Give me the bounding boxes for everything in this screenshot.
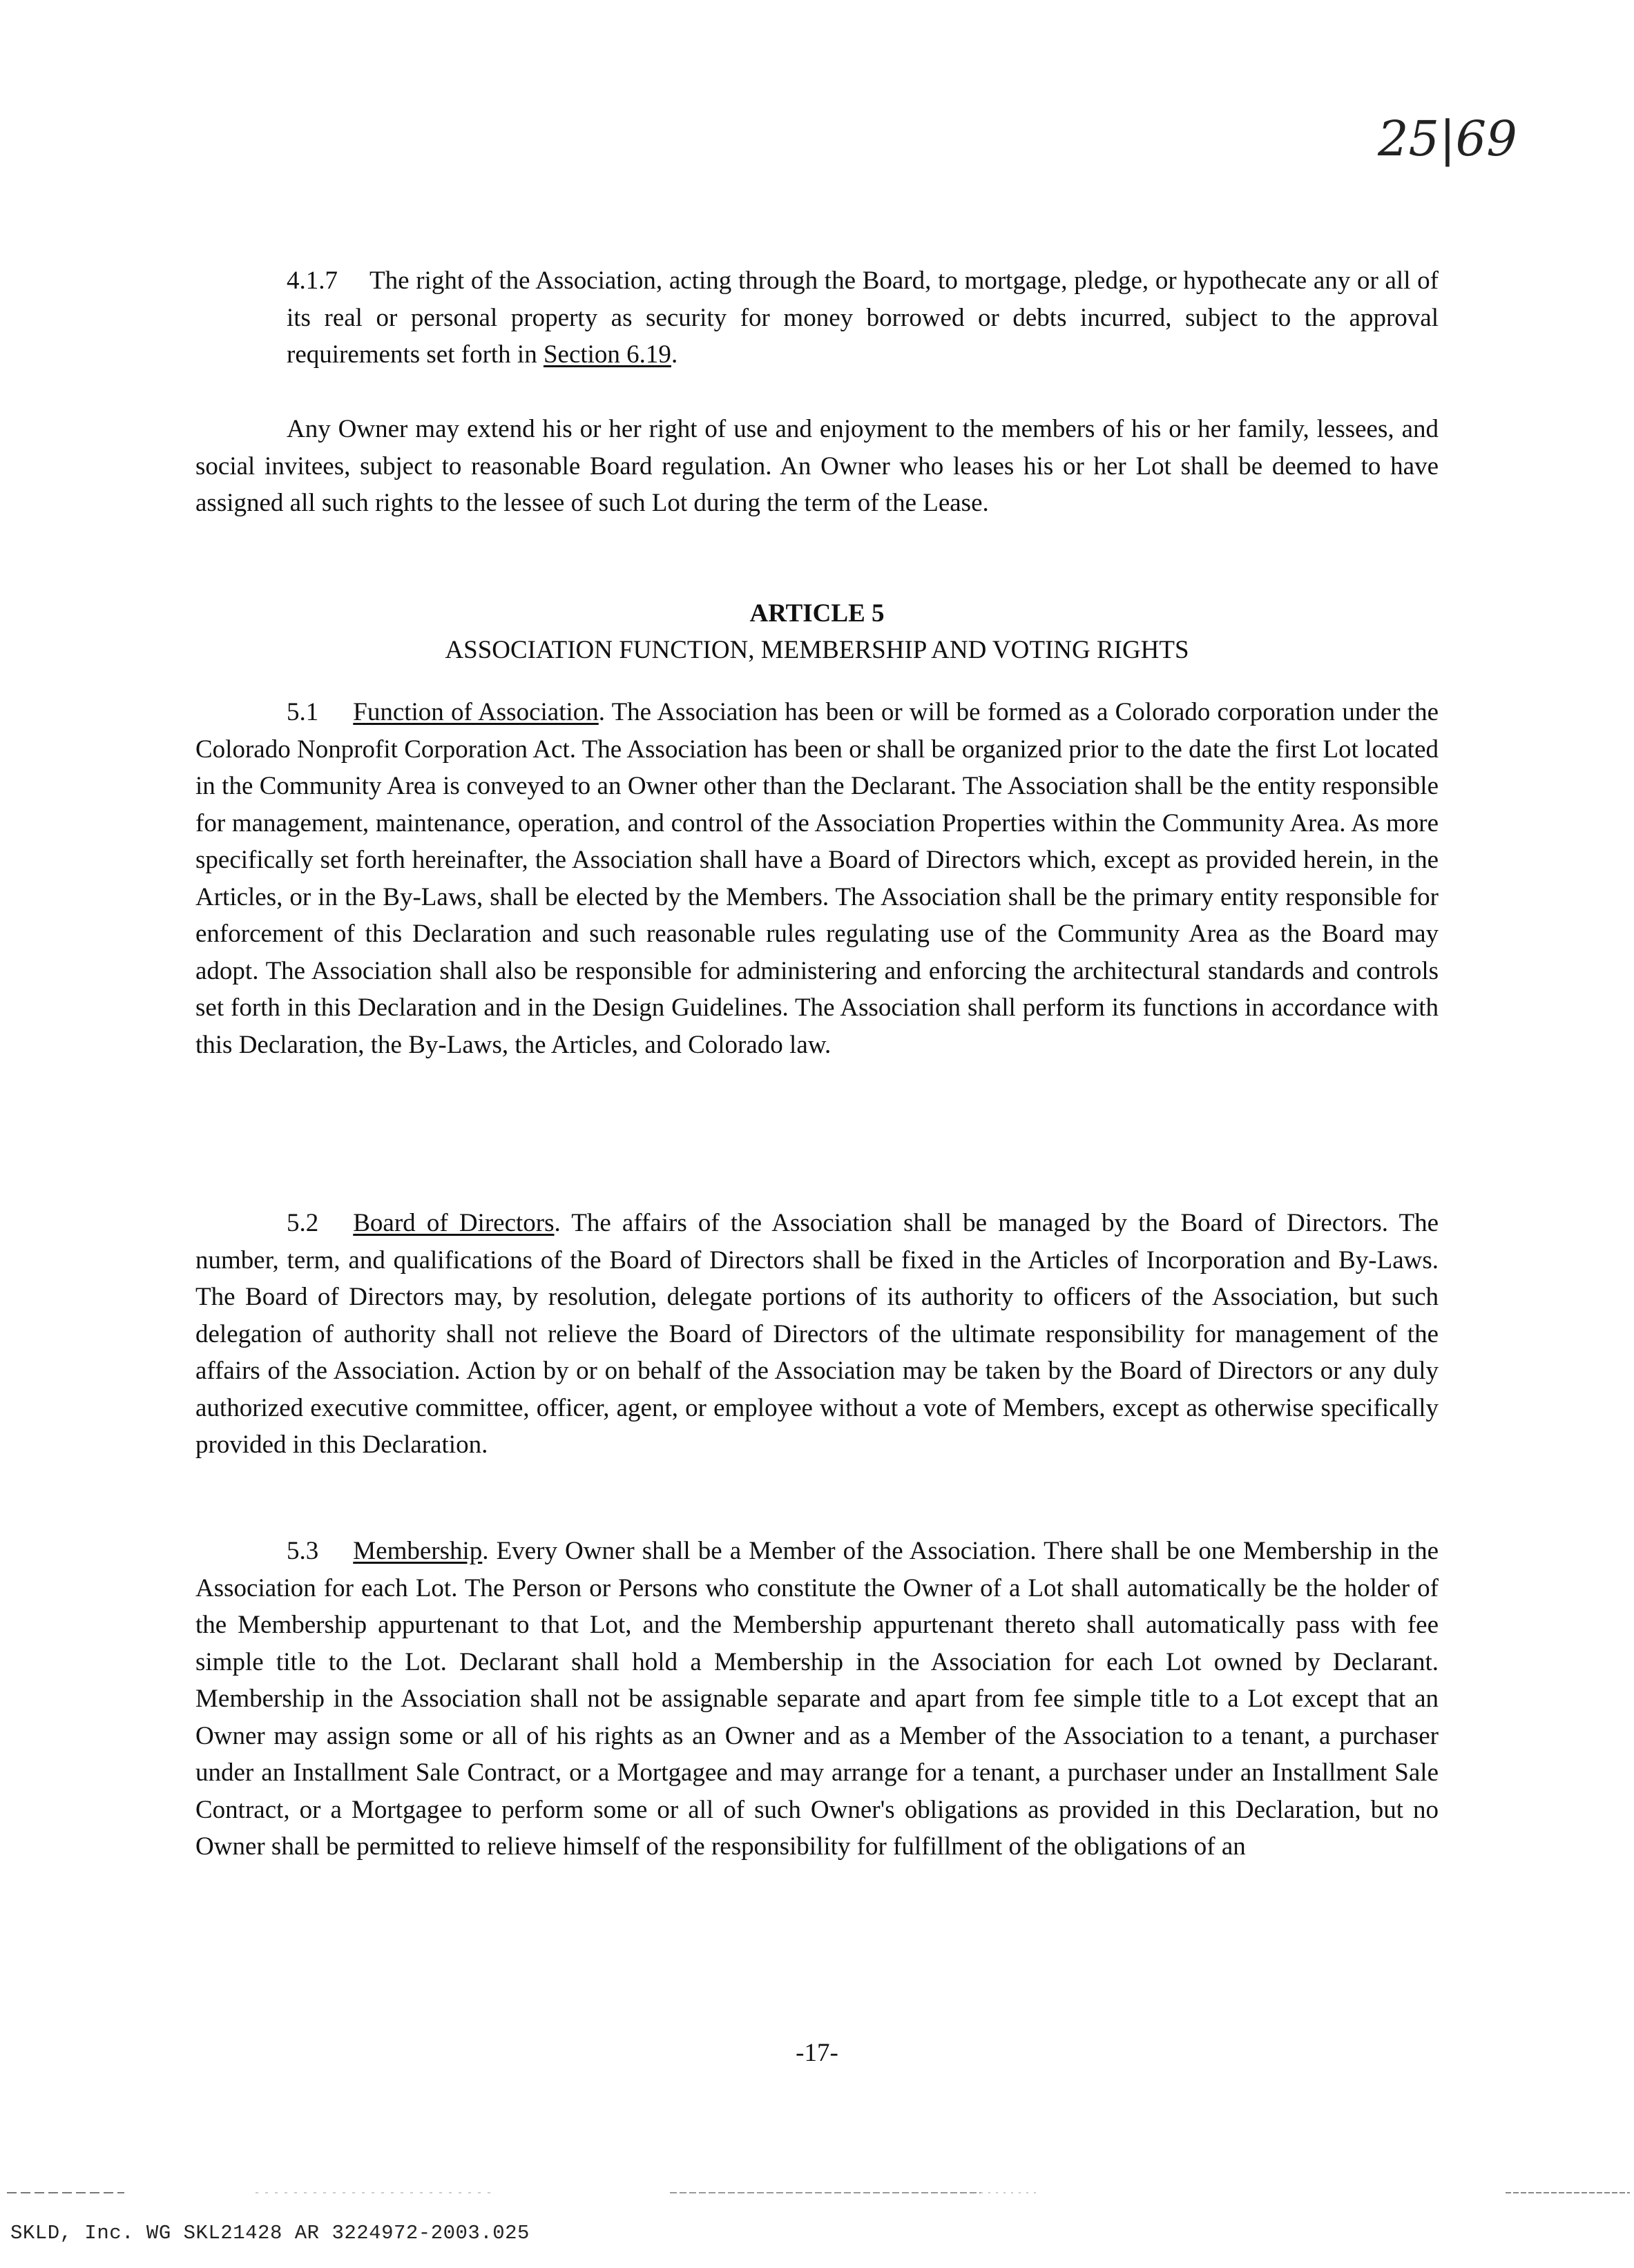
section-heading: Membership <box>353 1537 483 1565</box>
footer-stamp: SKLD, Inc. WG SKL21428 AR 3224972-2003.025 <box>10 2222 530 2245</box>
section-text: . Every Owner shall be a Member of the Association. There shall be one Membership in the Association for each Lot. The Person or Persons who constitute the Owner of a Lot shall automatically be the holder of the Membership appurtenant to that Lot, and the Membership appurtenant thereto shall automatically pass with fee simple title to the Lot. Declarant shall hold a Membership in the Association for each Lot owned by Declarant. Membership in the Association shall not be assignable separate and apart from fee simple title to a Lot except that an Owner may assign some or all of his rights as an Owner and as a Member of the Association to a tenant, a purchaser under an Installment Sale Contract, or a Mortgagee and may arrange for a tenant, a purchaser under an Installment Sale Contract, or a Mortgagee to perform some or all of such Owner's obligations as provided in this Declaration, but no Owner shall be permitted to relieve himself of the responsibility for fulfillment of the obligations of an <box>195 1537 1439 1861</box>
section-text: . The affairs of the Association shall be managed by the Board of Directors. The number, term, and qualifications of the Board of Directors shall be fixed in the Articles of Incorporation and By-Laws. The Board of Directors may, by resolution, delegate portions of its authority to officers of the Association, but such delegation of authority shall not relieve the Board of Directors of the ultimate responsibility for management of the affairs of the Association. Action by or on behalf of the Association may be taken by the Board of Directors or any duly authorized executive committee, officer, agent, or employee without a vote of Members, except as otherwise specifically provided in this Declaration. <box>195 1209 1439 1459</box>
section-5-3 <box>195 1533 1439 1865</box>
owner-paragraph-text: Any Owner may extend his or her right of use and enjoyment to the members of his or her family, lessees, and social invitees, subject to reasonable Board regulation. An Owner who leases his or her Lot shall be deemed to have assigned all such rights to the lessee of such Lot during the term of the Lease. <box>195 415 1439 517</box>
section-4-1-7: 4.1.7 The right of the Association, acting through the Board, to mortgage, pledge, or hypothecate any or all of its real or personal property as security for money borrowed or debts incurred, subject to the approval requirements set forth in Section 6.19. <box>287 266 1439 369</box>
section-heading: Function of Association <box>353 698 599 726</box>
page-number: -17- <box>796 2039 838 2067</box>
handwritten-mark-text: 25|69 <box>1378 110 1517 167</box>
scan-artifact-line <box>0 2189 1634 2197</box>
section-reference-link[interactable]: Section 6.19 <box>543 340 671 369</box>
section-heading: Board of Directors <box>353 1209 555 1237</box>
section-number: 5.3 <box>287 1537 319 1565</box>
section-text: . The Association has been or will be formed as a Colorado corporation under the Colorado Nonprofit Corporation Act. The Association has been or shall be organized prior to the date the first Lot located in the Community Area is conveyed to an Owner other than the Declarant. The Association shall be the entity responsible for management, maintenance, operation, and control of the Association Properties within the Community Area. As more specifically set forth hereinafter, the Association shall have a Board of Directors which, except as provided herein, in the Articles, or in the By-Laws, shall be elected by the Members. The Association shall be the primary entity responsible for enforcement of this Declaration and such reasonable rules regulating use of the Community Area as the Board may adopt. The Association shall also be responsible for administering and enforcing the architectural standards and controls set forth in this Declaration and in the Design Guidelines. The Association shall perform its functions in accordance with this Declaration, the By-Laws, the Articles, and Colorado law. <box>195 698 1439 1059</box>
article-title: ASSOCIATION FUNCTION, MEMBERSHIP AND VOTING RIGHTS <box>445 636 1189 664</box>
article-heading <box>195 595 1439 668</box>
section-5-1 <box>195 694 1439 1063</box>
section-number: 5.2 <box>287 1209 319 1237</box>
section-number: 4.1.7 <box>287 266 338 295</box>
section-5-2 <box>195 1205 1439 1464</box>
handwritten-page-mark <box>1371 104 1578 180</box>
owner-paragraph <box>195 411 1439 522</box>
section-text: The right of the Association, acting through the Board, to mortgage, pledge, or hypothecate any or all of its real or personal property as security for money borrowed or debts incurred, subject to the approval requirements set forth in <box>287 266 1439 369</box>
article-number: ARTICLE 5 <box>749 599 885 628</box>
section-number: 5.1 <box>287 698 319 726</box>
